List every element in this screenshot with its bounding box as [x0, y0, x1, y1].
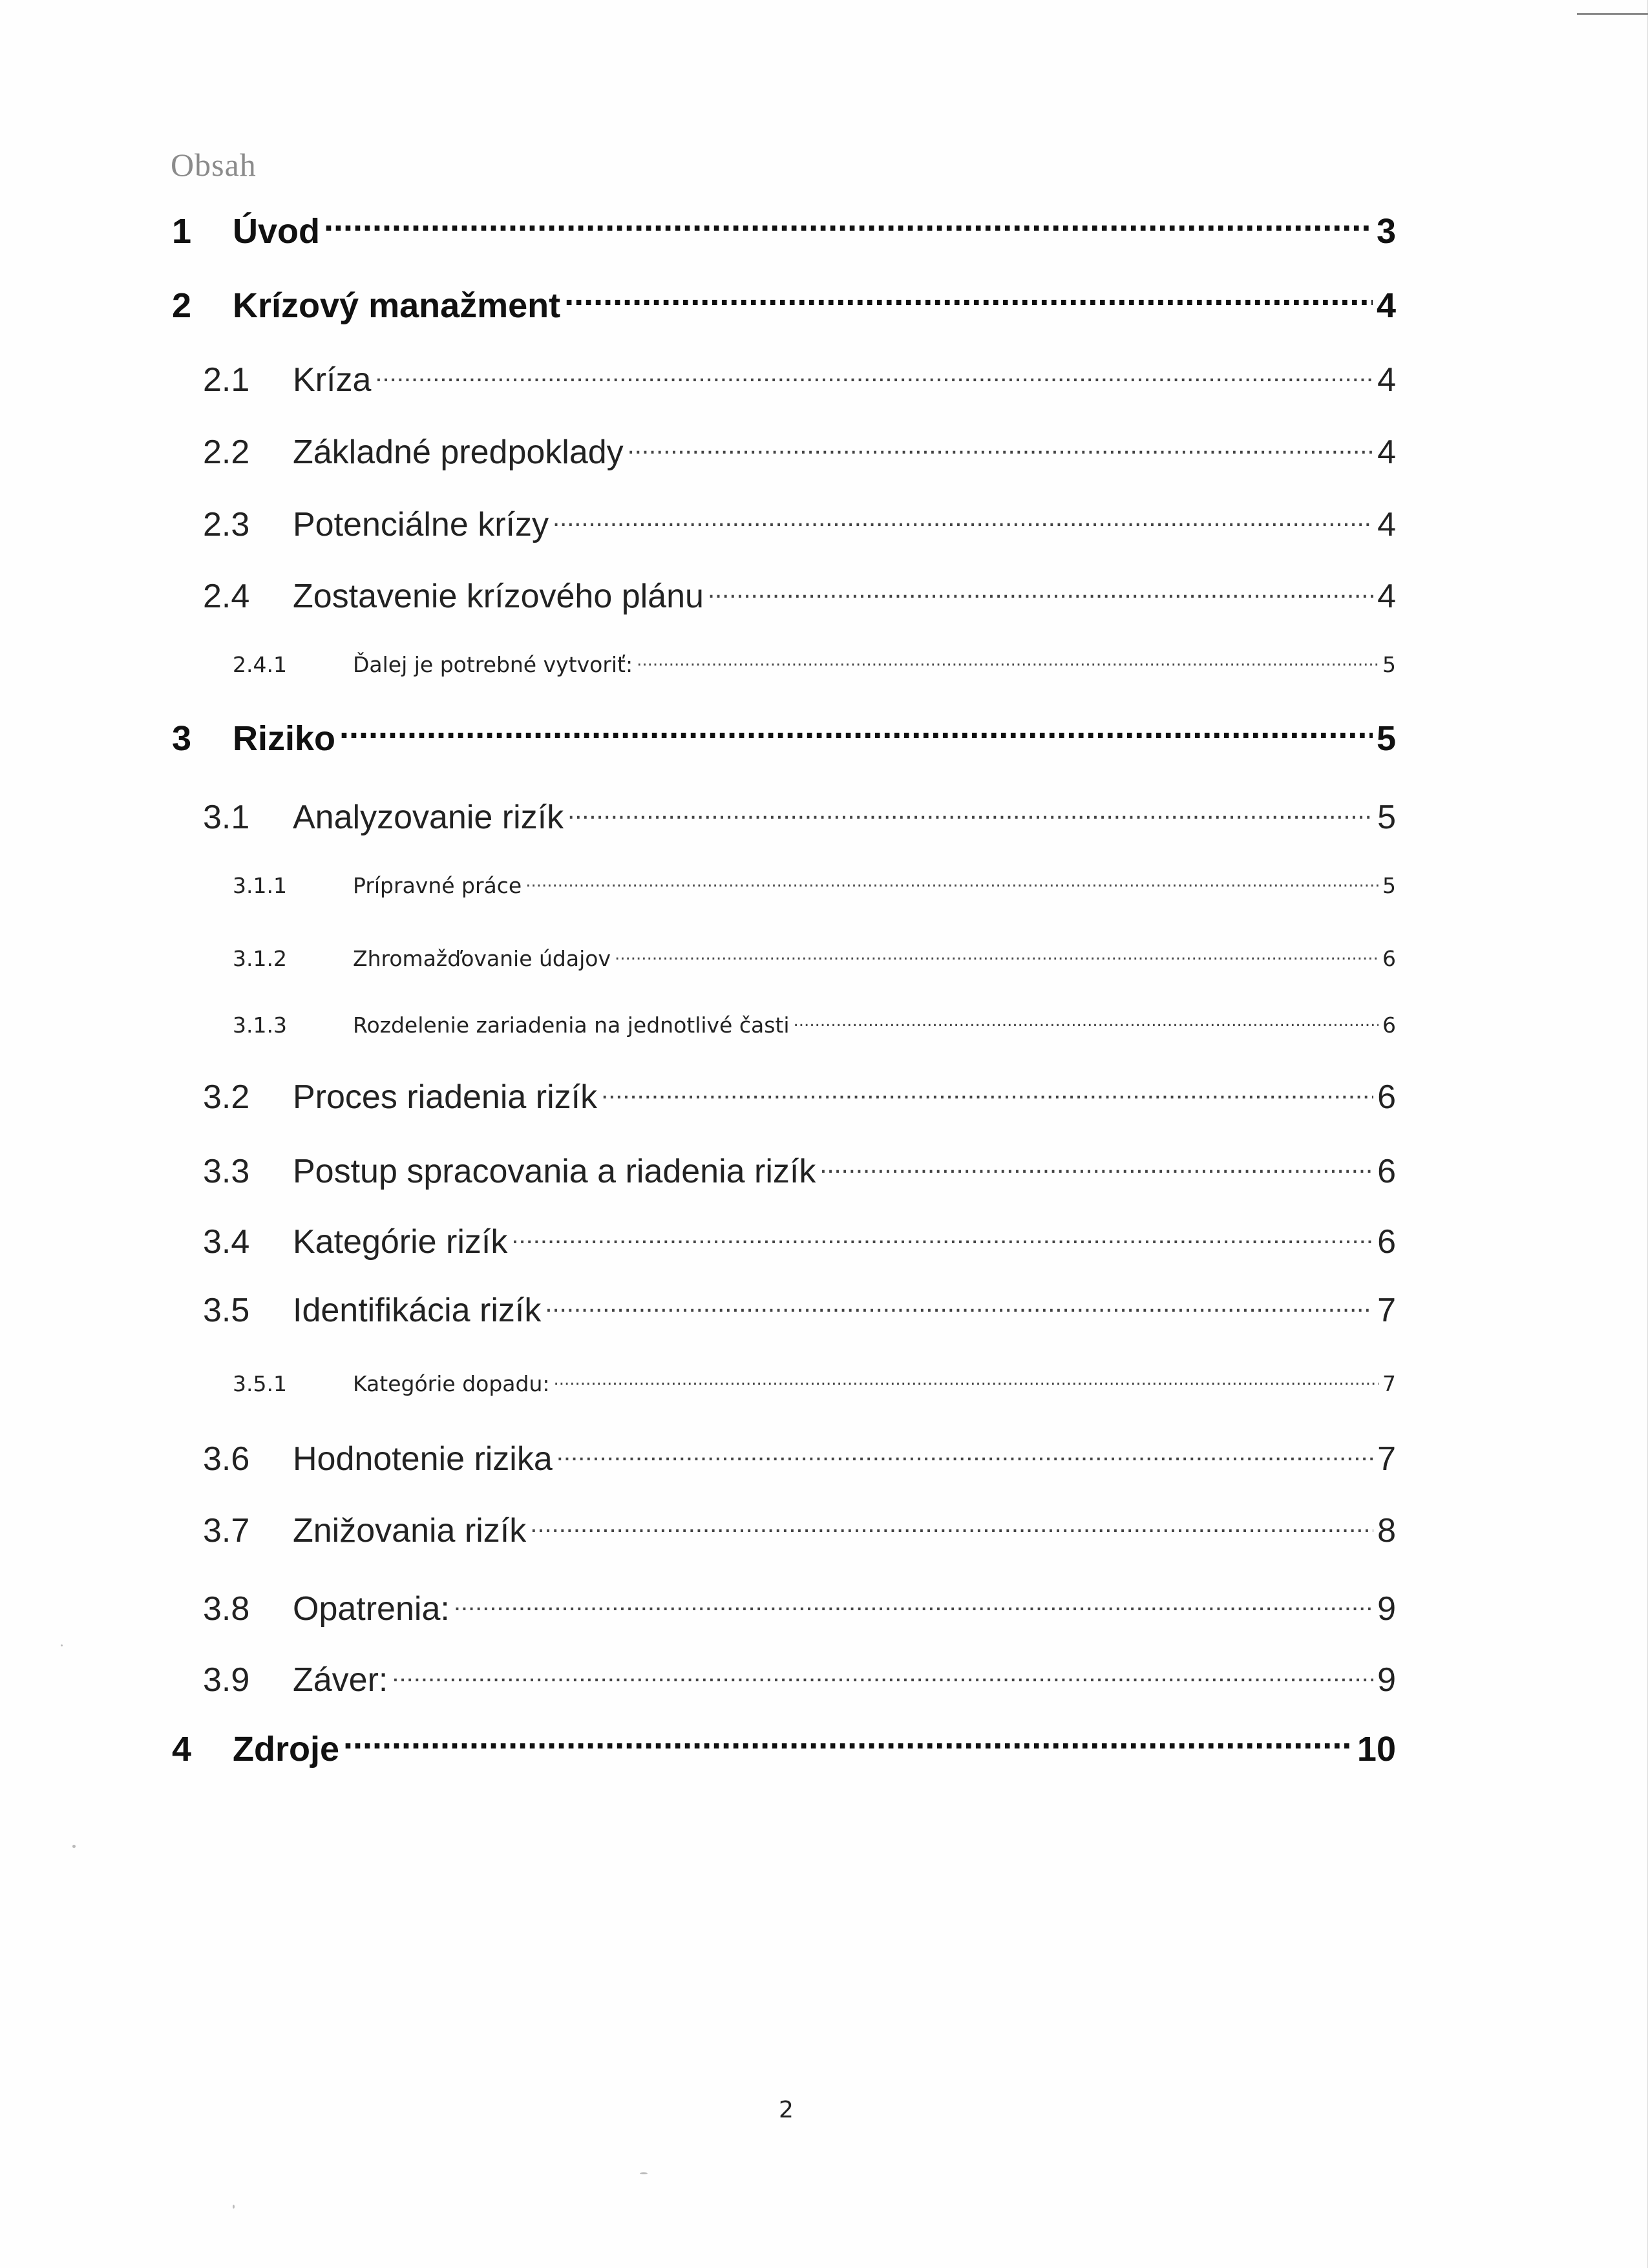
toc-entry-number: 3.1.3	[233, 1013, 287, 1038]
toc-entry-page: 5	[1382, 873, 1396, 898]
scan-speck	[233, 2205, 235, 2209]
toc-entry[interactable]	[203, 430, 1396, 472]
toc-entry[interactable]	[203, 1657, 1396, 1699]
toc-dot-leader	[637, 651, 1379, 672]
toc-heading: Obsah	[171, 147, 257, 183]
toc-entry-title: Zhromažďovanie údajov	[353, 946, 611, 971]
toc-dot-leader	[530, 1508, 1373, 1542]
scan-speck	[61, 1644, 63, 1646]
toc-dot-leader	[601, 1075, 1373, 1108]
toc-dot-leader	[615, 945, 1379, 966]
toc-entry-number: 3.2	[203, 1078, 250, 1116]
toc-entry[interactable]	[203, 1219, 1396, 1261]
scan-corner-line	[1577, 13, 1648, 15]
toc-entry[interactable]	[203, 1586, 1396, 1628]
toc-entry-page: 3	[1376, 212, 1396, 251]
toc-entry-number: 2.4	[203, 578, 250, 615]
toc-entry[interactable]	[203, 1149, 1396, 1191]
toc-dot-leader	[564, 282, 1373, 317]
toc-dot-leader	[708, 574, 1373, 607]
toc-entry-number: 3.7	[203, 1512, 250, 1549]
toc-entry-title: Proces riadenia rizík	[293, 1078, 598, 1116]
toc-entry[interactable]	[172, 208, 1396, 251]
toc-entry-page: 4	[1377, 578, 1396, 615]
toc-entry-number: 3.8	[203, 1590, 250, 1628]
toc-entry-number: 2.1	[203, 361, 250, 399]
toc-entry[interactable]	[203, 502, 1396, 544]
toc-entry-page: 6	[1377, 1078, 1396, 1116]
toc-entry-page: 6	[1377, 1153, 1396, 1190]
toc-entry-title: Rozdelenie zariadenia na jednotlivé časti	[353, 1013, 790, 1038]
toc-entry-number: 2.3	[203, 506, 250, 543]
toc-entry-page: 9	[1377, 1590, 1396, 1628]
toc-dot-leader	[545, 1288, 1373, 1321]
toc-dot-leader	[324, 208, 1373, 243]
toc-entry-title: Postup spracovania a riadenia rizík	[293, 1153, 816, 1190]
toc-entry[interactable]	[233, 1370, 1396, 1396]
toc-entry-page: 10	[1357, 1730, 1396, 1769]
toc-entry-page: 4	[1376, 286, 1396, 325]
toc-entry-number: 3.1	[203, 799, 250, 836]
scan-speck	[72, 1845, 76, 1848]
toc-entry[interactable]	[172, 715, 1396, 759]
toc-entry-page: 5	[1376, 719, 1396, 758]
toc-entry[interactable]	[172, 282, 1396, 326]
toc-dot-leader	[525, 872, 1379, 893]
toc-dot-leader	[567, 795, 1373, 828]
toc-entry-number: 2.4.1	[233, 652, 287, 677]
toc-entry-number: 3.1.2	[233, 946, 287, 971]
toc-entry[interactable]	[172, 1726, 1396, 1769]
toc-dot-leader	[556, 1436, 1373, 1470]
toc-dot-leader	[819, 1149, 1373, 1182]
toc-entry-number: 3.6	[203, 1440, 250, 1478]
toc-entry-number: 3.1.1	[233, 873, 287, 898]
toc-entry-page: 9	[1377, 1661, 1396, 1699]
toc-entry[interactable]	[233, 1011, 1396, 1038]
toc-entry-title: Identifikácia rizík	[293, 1292, 542, 1329]
toc-entry-title: Kategórie rizík	[293, 1223, 508, 1261]
toc-entry-number: 3.3	[203, 1153, 250, 1190]
toc-dot-leader	[553, 502, 1373, 536]
toc-entry-page: 8	[1377, 1512, 1396, 1549]
toc-entry-title: Znižovania rizík	[293, 1512, 527, 1549]
toc-entry-page: 7	[1377, 1440, 1396, 1478]
toc-entry[interactable]	[203, 574, 1396, 616]
toc-entry-title: Prípravné práce	[353, 873, 522, 898]
toc-entry-title: Kategórie dopadu:	[353, 1371, 550, 1396]
toc-entry-page: 4	[1377, 361, 1396, 399]
toc-entry-page: 7	[1377, 1292, 1396, 1329]
toc-entry-page: 5	[1377, 799, 1396, 836]
toc-entry-number: 3	[172, 719, 192, 758]
toc-entry-number: 1	[172, 212, 192, 251]
toc-entry-title: Potenciálne krízy	[293, 506, 549, 543]
toc-entry-title: Hodnotenie rizika	[293, 1440, 553, 1478]
toc-entry-title: Zostavenie krízového plánu	[293, 578, 704, 615]
toc-entry-number: 2.2	[203, 434, 250, 471]
toc-entry-page: 5	[1382, 652, 1396, 677]
toc-entry-page: 6	[1382, 946, 1396, 971]
toc-entry-title: Analyzovanie rizík	[293, 799, 564, 836]
toc-entry-title: Ďalej je potrebné vytvoriť:	[353, 652, 633, 677]
toc-entry-number: 3.9	[203, 1661, 250, 1699]
toc-entry[interactable]	[203, 357, 1396, 399]
toc-dot-leader	[628, 430, 1373, 463]
toc-dot-leader	[339, 715, 1373, 750]
toc-entry[interactable]	[203, 1075, 1396, 1117]
toc-entry-title: Záver:	[293, 1661, 388, 1699]
toc-entry[interactable]	[233, 945, 1396, 971]
toc-entry-page: 4	[1377, 506, 1396, 543]
toc-entry-page: 6	[1377, 1223, 1396, 1261]
page-number: 2	[779, 2097, 794, 2123]
toc-entry[interactable]	[203, 795, 1396, 837]
toc-entry-number: 4	[172, 1730, 192, 1769]
toc-entry-number: 2	[172, 286, 192, 325]
toc-entry-page: 4	[1377, 434, 1396, 471]
toc-entry-title: Opatrenia:	[293, 1590, 450, 1628]
toc-entry-page: 6	[1382, 1013, 1396, 1038]
toc-dot-leader	[794, 1011, 1379, 1033]
toc-entry[interactable]	[203, 1508, 1396, 1550]
toc-dot-leader	[392, 1657, 1373, 1691]
toc-entry-title: Riziko	[233, 719, 336, 758]
toc-entry[interactable]	[203, 1436, 1396, 1478]
toc-entry[interactable]	[203, 1288, 1396, 1330]
toc-entry-title: Úvod	[233, 212, 320, 251]
toc-dot-leader	[375, 357, 1373, 391]
toc-entry-title: Zdroje	[233, 1730, 340, 1769]
toc-entry[interactable]	[233, 872, 1396, 898]
toc-entry-number: 3.4	[203, 1223, 250, 1261]
toc-dot-leader	[553, 1370, 1379, 1391]
toc-entry-title: Krízový manažment	[233, 286, 561, 325]
toc-entry-page: 7	[1382, 1371, 1396, 1396]
toc-entry-number: 3.5.1	[233, 1371, 287, 1396]
toc-dot-leader	[454, 1586, 1373, 1620]
toc-entry-title: Kríza	[293, 361, 372, 399]
toc-dot-leader	[511, 1219, 1373, 1253]
toc-entry-number: 3.5	[203, 1292, 250, 1329]
toc-dot-leader	[343, 1726, 1353, 1761]
scan-speck	[640, 2172, 648, 2174]
toc-entry[interactable]	[233, 651, 1396, 677]
toc-entry-title: Základné predpoklady	[293, 434, 624, 471]
